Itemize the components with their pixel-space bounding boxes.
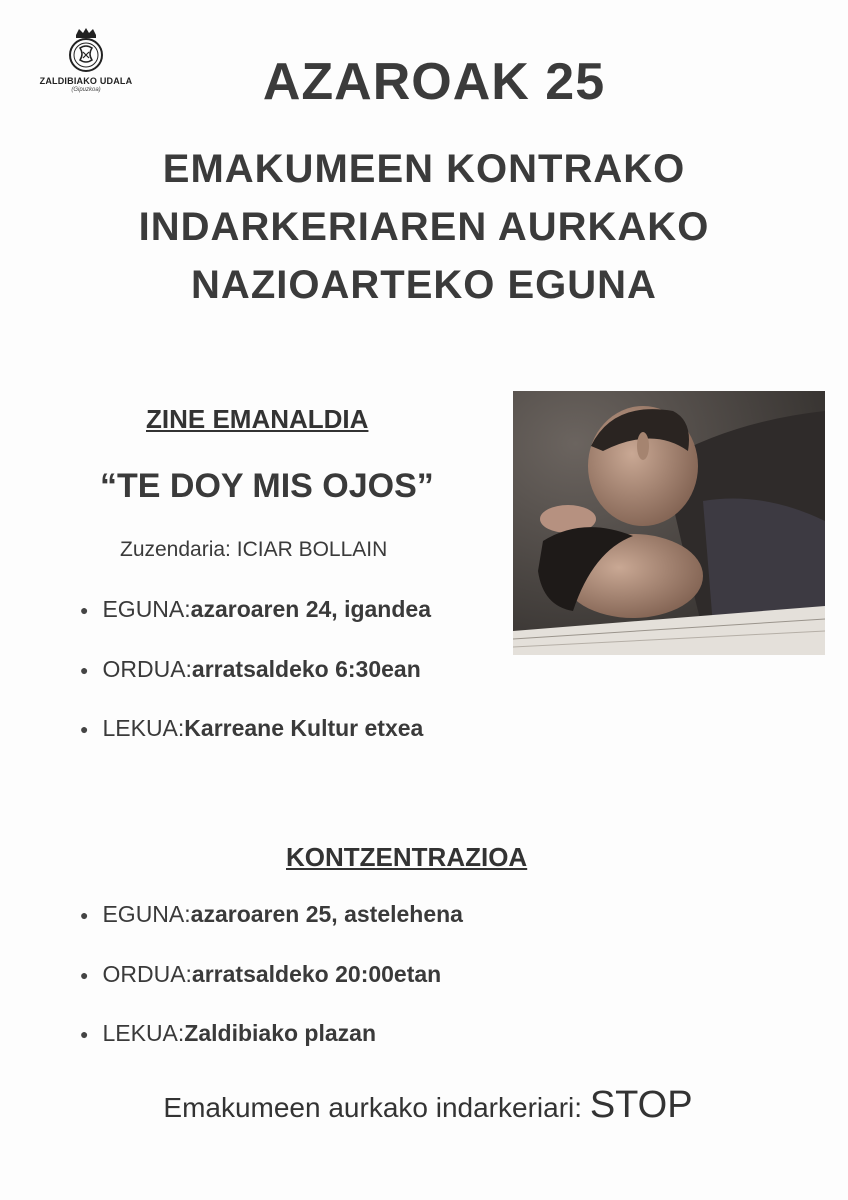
closing-slogan — [0, 1084, 848, 1127]
item-value: arratsaldeko 20:00etan — [191, 961, 442, 987]
film-title: “TE DOY MIS OJOS” — [100, 467, 434, 505]
item-label: ORDUA: — [102, 656, 192, 682]
stop-word: STOP — [589, 1084, 693, 1126]
logo-subtitle: (Gipuzkoa) — [71, 87, 101, 93]
item-value: Karreane Kultur etxea — [184, 715, 424, 741]
item-value: azaroaren 25, astelehena — [190, 901, 463, 927]
item-label: EGUNA: — [102, 596, 191, 622]
cinema-section-title: ZINE EMANALDIA — [146, 404, 369, 434]
item-label: LEKUA: — [102, 715, 185, 741]
list-item — [80, 901, 463, 928]
bullet-icon: ● — [80, 720, 89, 737]
headline — [0, 140, 848, 314]
item-label: LEKUA: — [102, 1020, 185, 1046]
list-item — [80, 1020, 376, 1047]
page-title: AZAROAK 25 — [262, 53, 606, 111]
bullet-icon: ● — [80, 906, 89, 923]
film-still-photo — [513, 391, 825, 655]
logo-name: ZALDIBIAKO UDALA — [39, 76, 133, 86]
list-item — [80, 961, 441, 988]
list-item — [80, 715, 423, 742]
item-label: ORDUA: — [102, 961, 192, 987]
bullet-icon: ● — [80, 661, 89, 678]
headline-line-1: EMAKUMEEN KONTRAKO — [162, 147, 686, 191]
director-label: Zuzendaria: — [120, 538, 237, 561]
list-item — [80, 656, 421, 683]
item-value: azaroaren 24, igandea — [190, 596, 431, 622]
director-line — [120, 538, 387, 562]
list-item — [80, 596, 431, 623]
bullet-icon: ● — [80, 601, 89, 618]
bullet-icon: ● — [80, 1025, 89, 1042]
concentration-section-title: KONTZENTRAZIOA — [286, 842, 528, 872]
item-label: EGUNA: — [102, 901, 191, 927]
headline-line-3: NAZIOARTEKO EGUNA — [191, 263, 657, 307]
director-name: ICIAR BOLLAIN — [236, 538, 388, 561]
item-value: Zaldibiako plazan — [184, 1020, 377, 1046]
headline-line-2: INDARKERIAREN AURKAKO — [138, 205, 710, 249]
item-value: arratsaldeko 6:30ean — [191, 656, 421, 682]
closing-text: Emakumeen aurkako indarkeriari: — [163, 1092, 590, 1123]
bullet-icon: ● — [80, 966, 89, 983]
